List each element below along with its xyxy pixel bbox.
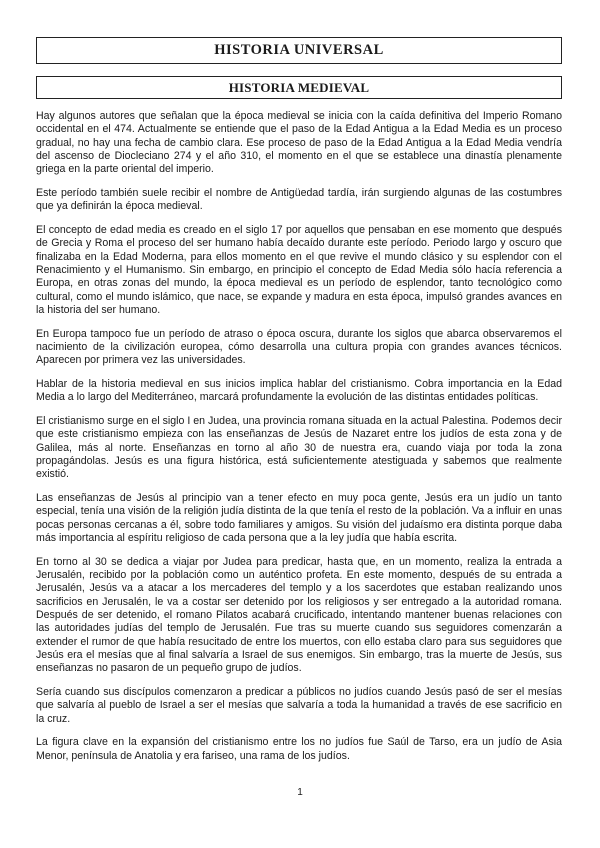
paragraph: El cristianismo surge en el siglo I en Judea, una provincia romana situada en la actual Palestina. Podemos decir que este cristianismo empieza con las enseñanzas de Jesús de Nazaret entre los judíos de esta zona y de Galilea, más al norte. Enseñanzas en torno al año 30 de nuestra era, cuando viaja por toda la zona propagándolas. Jesús es una figura histórica, está suficientemente atestiguada y sabemos que realmente existió.: [36, 415, 562, 481]
paragraph: En torno al 30 se dedica a viajar por Judea para predicar, hasta que, en un momento, realiza la entrada a Jerusalén, recibido por la población como un auténtico profeta. En este momento, después de su entrada a Jerusalén, Jesús va a atacar a los mercaderes del templo y a los sacerdotes que estaban realizando unos sacrificios en Jerusalén, le va a costar ser detenido por los religiosos y ser entregado a la autoridad romana. Después de ser detenido, el romano Pilatos acabará crucificado, intentando mantener buenas relaciones con las autoridades judías del templo de Jerusalén. Fue tras su muerte cuando sus seguidores comenzarán a extender el rumor de que había resucitado de entre los muertos, con ello estaba claro para sus seguidores que Jesús era el mesías que al final salvaría a Israel de sus enemigos. Sin embargo, tras la muerte de Jesús, sus enseñanzas no pasaron de un pequeño grupo de judíos.: [36, 555, 562, 675]
paragraph: El concepto de edad media es creado en el siglo 17 por aquellos que pensaban en ese momento que después de Grecia y Roma el proceso del ser humano había decaído durante este período. Periodo largo y oscuro que finalizaba en la Edad Moderna, para ellos momento en el que revive el mundo clásico y su esplendor con el Renacimiento y el Humanismo. Sin embargo, en principio el concepto de Edad Media sólo hacía referencia a Europa, en otras zonas del mundo, la época medieval es un período de esplendor, tanto tecnológico como cultural, como el mundo islámico, que nace, se expande y madura en esta época, impulsó grandes avances en la historia del ser humano.: [36, 224, 562, 316]
section-title: HISTORIA MEDIEVAL: [36, 76, 562, 99]
page-number: 1: [297, 787, 303, 798]
paragraph: Hay algunos autores que señalan que la época medieval se inicia con la caída definitiva del Imperio Romano occidental en el 474. Actualmente se entiende que el paso de la Edad Antigua a la Edad Media es un proceso gradual, no hay una fecha de cambio clara. Ese proceso de paso de la Edad Antigua a la Edad Media vendría del ascenso de Diocleciano 274 y el año 310, el momento en el que se establece una dinastía plenamente griega en la parte oriental del imperio.: [36, 110, 562, 176]
document-title: HISTORIA UNIVERSAL: [36, 37, 562, 64]
paragraph: Sería cuando sus discípulos comenzaron a predicar a públicos no judíos cuando Jesús pasó de ser el mesías que salvaría al pueblo de Israel a ser el mesías que salvaría a toda la humanidad a través de ese sacrificio en la cruz.: [36, 685, 562, 725]
paragraph: Las enseñanzas de Jesús al principio van a tener efecto en muy poca gente, Jesús era un judío un tanto especial, tenía una visión de la religión judía distinta de la que tenía el resto de la población. Va a influir en unas pocas personas cercanas a él, sobre todo familiares y amigos. Su visión del judaísmo era distinta porque daba más importancia al espíritu religioso de cada persona que a la ley judía que había escrita.: [36, 492, 562, 545]
paragraph: Este período también suele recibir el nombre de Antigüedad tardía, irán surgiendo algunas de las costumbres que ya definirán la época medieval.: [36, 186, 562, 213]
paragraph: En Europa tampoco fue un período de atraso o época oscura, durante los siglos que abarca observaremos el nacimiento de la civilización europea, cómo desarrolla una cultura propia con grandes avances técnicos. Aparecen por primera vez las universidades.: [36, 327, 562, 367]
paragraph: La figura clave en la expansión del cristianismo entre los no judíos fue Saúl de Tarso, era un judío de Asia Menor, península de Anatolia y era fariseo, una rama de los judíos.: [36, 736, 562, 762]
document-body: [36, 110, 562, 773]
paragraph: Hablar de la historia medieval en sus inicios implica hablar del cristianismo. Cobra importancia en la Edad Media a lo largo del Mediterráneo, marcará profundamente la evolución de las distintas entidades políticas.: [36, 378, 562, 404]
